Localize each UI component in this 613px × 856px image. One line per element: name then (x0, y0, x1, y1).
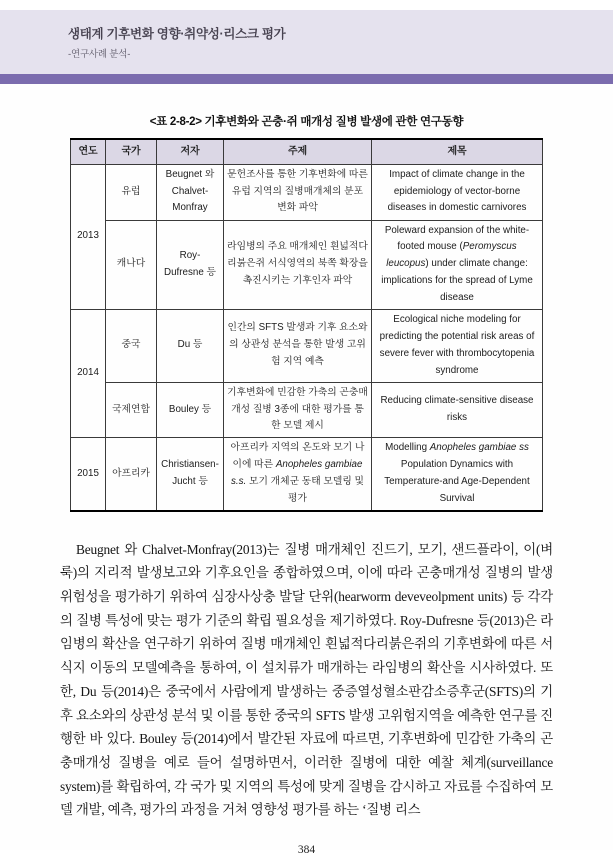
column-header-country: 국가 (106, 139, 157, 164)
research-trends-table (70, 138, 543, 512)
species-name: Peromyscus leucopus (386, 241, 517, 270)
subject-text: 모기 개체군 동태 모델링 및 평가 (246, 475, 364, 504)
header-subtitle: -연구사례 분석- (68, 49, 131, 60)
cell-title (372, 438, 543, 511)
title-text: Poleward expansion of the white-footed mouse ( (384, 224, 530, 253)
document-page (0, 10, 613, 856)
table-caption: <표 2-8-2> 기후변화와 곤충·쥐 매개성 질병 발생에 관한 연구동향 (149, 116, 464, 128)
cell-subject: 라임병의 주요 매개체인 흰넓적다리붉은쥐 서식영역의 북쪽 확장을 촉진시키는 기후인자 파악 (224, 220, 372, 309)
title-text: Modelling (385, 442, 430, 454)
subject-text: 아프리카 지역의 온도와 모기 나이에 따른 (230, 442, 365, 471)
column-header-author: 저자 (157, 139, 224, 164)
table-row (71, 309, 543, 382)
page-number: 384 (297, 844, 316, 856)
cell-author: Du 등 (157, 309, 224, 382)
cell-year: 2015 (71, 438, 106, 511)
title-text: ) under climate change: implications for the spread of Lyme disease (381, 258, 533, 303)
cell-subject: 인간의 SFTS 발생과 기후 요소와의 상관성 분석을 통한 발생 고위험 지역 예측 (224, 309, 372, 382)
body-paragraph: Beugnet 와 Chalvet-Monfray(2013)는 질병 매개체인 진드기, 모기, 샌드플라이, 이(벼룩)의 지리적 발생보고와 기후요인을 종합하였으며, 이에 따라 곤충매개성 질병의 발생 위험성을 평가하기 위하여 심장사상충 발달 단위(hearworm deveveolpment units) 등 각각의 질병 특성에 맞는 평가 기준의 확립 필요성을 제기하였다. Roy-Dufresne 등(2013)은 라임병의 확산을 연구하기 위하여 질병 매개체인 흰넓적다리붉은쥐의 기후변화에 따른 서식지 이동의 모델예측을 통하여, 이 설치류가 매개하는 라임병의 확산을 시사하였다. 또한, Du 등(2014)은 중국에서 사람에게 발생하는 중증열성혈소판감소증후군(SFTS)의 기후 요소와의 상관성 분석 및 이를 통한 중국의 SFTS 발생 고위험지역을 예측한 연구를 진행한 바 있다. Bouley 등(2014)에서 발간된 자료에 따르면, 기후변화에 민감한 가축의 곤충매개성 질병을 예로 들어 설명하면서, 이러한 질병에 대한 예찰 체계(surveillance system)를 확립하여, 각 국가 및 지역의 특성에 맞게 질병을 감시하고 자료를 수집하여 모델 개발, 예측, 평가의 과정을 거쳐 영향성 평가를 하는 ‘질병 리스 (60, 541, 553, 818)
cell-year: 2014 (71, 309, 106, 438)
table-row (71, 382, 543, 438)
cell-year: 2013 (71, 164, 106, 309)
cell-country: 유럽 (106, 164, 157, 220)
cell-subject: 기후변화에 민감한 가축의 곤충매개성 질병 3종에 대한 평가를 통한 모델 제시 (224, 382, 372, 438)
species-name: Anopheles gambiae s.s. (231, 459, 363, 487)
cell-title: Ecological niche modeling for predicting the potential risk areas of severe fever with thrombocytopenia syndrome (372, 309, 543, 382)
species-name: Anopheles gambiae ss (429, 442, 529, 454)
cell-country: 캐나다 (106, 220, 157, 309)
cell-author: Roy-Dufresne 등 (157, 220, 224, 309)
header-title: 생태계 기후변화 영향·취약성·리스크 평가 (68, 27, 286, 41)
column-header-title: 제목 (372, 139, 543, 164)
page-header (0, 10, 613, 74)
table-row (71, 438, 543, 511)
cell-country: 아프리카 (106, 438, 157, 511)
cell-author: Bouley 등 (157, 382, 224, 438)
cell-author: Beugnet 와 Chalvet-Monfray (157, 164, 224, 220)
cell-country: 국제연합 (106, 382, 157, 438)
cell-title (372, 220, 543, 309)
cell-title: Reducing climate-sensitive disease risks (372, 382, 543, 438)
cell-title: Impact of climate change in the epidemiology of vector-borne diseases in domestic carnivores (372, 164, 543, 220)
table-header-row (71, 139, 543, 164)
column-header-year: 연도 (71, 139, 106, 164)
cell-country: 중국 (106, 309, 157, 382)
column-header-subject: 주제 (224, 139, 372, 164)
cell-author: Christiansen-Jucht 등 (157, 438, 224, 511)
cell-subject: 문헌조사를 통한 기후변화에 따른 유럽 지역의 질병매개체의 분포 변화 파악 (224, 164, 372, 220)
header-accent-bar (0, 74, 613, 84)
page-content (0, 113, 613, 856)
table-row (71, 164, 543, 220)
title-text: Population Dynamics with Temperature-and Age-Dependent Survival (384, 459, 530, 504)
cell-subject (224, 438, 372, 511)
table-row (71, 220, 543, 309)
